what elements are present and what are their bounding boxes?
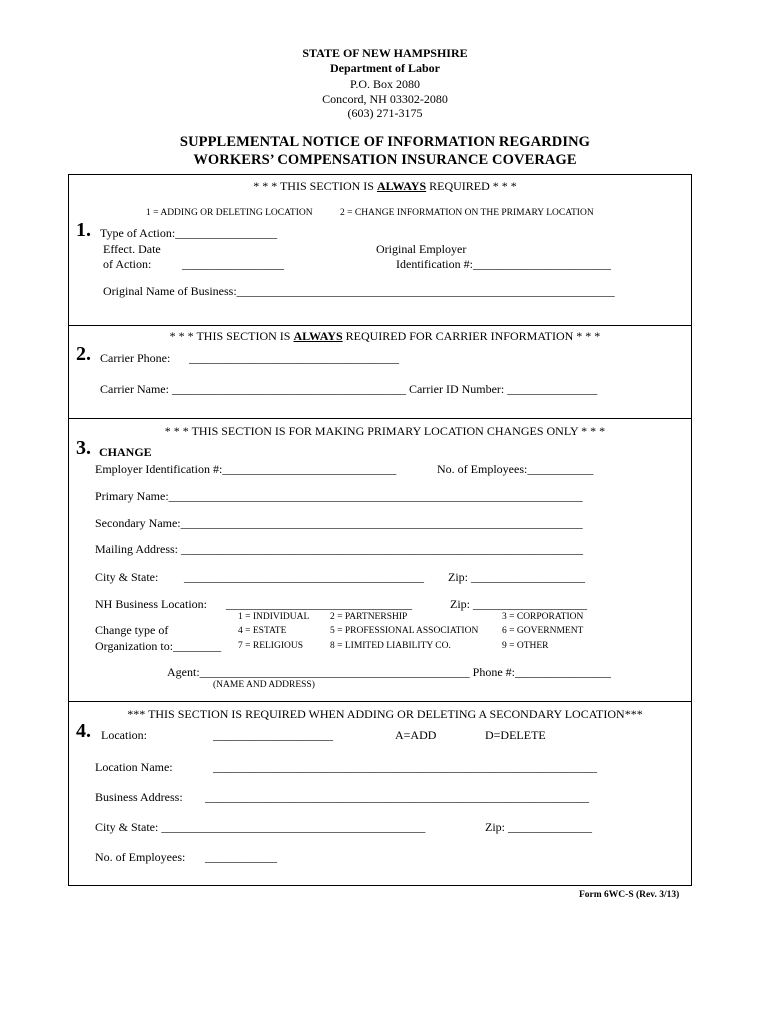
mailing-address-field[interactable]: Mailing Address: ___________________________________________________________________ xyxy=(95,542,583,556)
header-po-box: P.O. Box 2080 xyxy=(349,77,420,91)
zip-field[interactable]: Zip: ___________________ xyxy=(448,570,585,584)
city-state-field[interactable]: ________________________________________ xyxy=(184,570,424,584)
banner-text: * * * THIS SECTION IS xyxy=(253,179,377,193)
banner-text: * * * THIS SECTION IS xyxy=(169,329,294,343)
banner-text: REQUIRED FOR CARRIER INFORMATION * * * xyxy=(342,329,601,343)
name-address-hint: (NAME AND ADDRESS) xyxy=(213,680,315,690)
add-code: A=ADD xyxy=(395,728,437,742)
nh-zip-field[interactable]: Zip: ___________________ xyxy=(450,597,587,611)
section4-banner: *** THIS SECTION IS REQUIRED WHEN ADDING OR DELETING A SECONDARY LOCATION*** xyxy=(127,707,643,721)
form-number: Form 6WC-S (Rev. 3/13) xyxy=(579,890,680,900)
city-state-field-2[interactable]: City & State: ____________________________________________ xyxy=(95,820,426,834)
section3-banner: * * * THIS SECTION IS FOR MAKING PRIMARY LOCATION CHANGES ONLY * * * xyxy=(164,424,606,438)
org-option: 5 = PROFESSIONAL ASSOCIATION xyxy=(330,626,479,636)
change-heading: CHANGE xyxy=(99,445,152,459)
section-divider xyxy=(68,701,692,702)
option-adding-deleting: 1 = ADDING OR DELETING LOCATION xyxy=(146,208,313,218)
city-state-label: City & State: xyxy=(95,570,159,584)
org-option: 8 = LIMITED LIABILITY CO. xyxy=(330,641,451,651)
nh-location-label: NH Business Location: xyxy=(95,597,207,611)
organization-to-field[interactable]: Organization to:________ xyxy=(95,639,222,653)
location-label: Location: xyxy=(101,728,147,742)
num-employees-field-2[interactable]: ____________ xyxy=(205,850,277,864)
change-type-label: Change type of xyxy=(95,623,169,637)
delete-code: D=DELETE xyxy=(485,728,546,742)
type-of-action-field[interactable]: Type of Action:_________________ xyxy=(100,226,278,240)
location-name-label: Location Name: xyxy=(95,760,173,774)
header-city: Concord, NH 03302-2080 xyxy=(322,92,448,106)
location-name-field[interactable]: ________________________________________________________________ xyxy=(213,760,597,774)
agent-phone-field[interactable]: Agent:_____________________________________________ Phone #:________________ xyxy=(167,665,611,679)
original-business-name-field[interactable]: Original Name of Business:_______________________________________________________________ xyxy=(103,284,615,298)
org-option: 9 = OTHER xyxy=(502,641,549,651)
org-option: 6 = GOVERNMENT xyxy=(502,626,584,636)
banner-text: REQUIRED * * * xyxy=(426,179,517,193)
form-title-line1: SUPPLEMENTAL NOTICE OF INFORMATION REGARDING xyxy=(179,134,591,150)
section2-number: 2. xyxy=(76,343,91,365)
original-employer-id-field[interactable]: Identification #:_______________________ xyxy=(396,257,611,271)
zip-field-2[interactable]: Zip: ______________ xyxy=(485,820,592,834)
original-employer-label: Original Employer xyxy=(376,242,467,256)
effect-date-label: Effect. Date xyxy=(103,242,161,256)
carrier-phone-field[interactable]: ___________________________________ xyxy=(189,351,399,365)
business-address-field[interactable]: ________________________________________________________________ xyxy=(205,790,589,804)
form-title-line2: WORKERS’ COMPENSATION INSURANCE COVERAGE xyxy=(193,152,577,168)
org-option: 7 = RELIGIOUS xyxy=(238,641,303,651)
banner-emphasis: ALWAYS xyxy=(293,329,343,343)
nh-location-field[interactable]: _______________________________ xyxy=(226,597,412,611)
option-change-primary: 2 = CHANGE INFORMATION ON THE PRIMARY LOCATION xyxy=(340,208,594,218)
section1-number: 1. xyxy=(76,219,91,241)
of-action-label: of Action: xyxy=(103,257,152,271)
business-address-label: Business Address: xyxy=(95,790,183,804)
header-state: STATE OF NEW HAMPSHIRE xyxy=(302,46,468,60)
header-phone: (603) 271-3175 xyxy=(347,106,423,120)
org-option: 3 = CORPORATION xyxy=(502,612,584,622)
banner-emphasis: ALWAYS xyxy=(376,179,427,193)
primary-name-field[interactable]: Primary Name:_____________________________________________________________________ xyxy=(95,489,583,503)
org-option: 2 = PARTNERSHIP xyxy=(330,612,408,622)
section-divider xyxy=(68,325,692,326)
section3-number: 3. xyxy=(76,437,91,459)
section1-banner xyxy=(0,179,770,194)
effect-date-field[interactable]: _________________ xyxy=(182,257,284,271)
section4-number: 4. xyxy=(76,720,91,742)
section2-banner xyxy=(0,329,770,344)
num-employees-label-2: No. of Employees: xyxy=(95,850,186,864)
location-field[interactable]: ____________________ xyxy=(213,728,333,742)
org-option: 4 = ESTATE xyxy=(238,626,287,636)
carrier-phone-label: Carrier Phone: xyxy=(100,351,171,365)
num-employees-field[interactable]: No. of Employees:___________ xyxy=(437,462,594,476)
employer-id-field[interactable]: Employer Identification #:_____________________________ xyxy=(95,462,397,476)
carrier-name-id-field[interactable]: Carrier Name: _______________________________________ Carrier ID Number: _______________ xyxy=(100,382,598,396)
org-option: 1 = INDIVIDUAL xyxy=(238,612,310,622)
header-department: Department of Labor xyxy=(330,61,440,75)
secondary-name-field[interactable]: Secondary Name:___________________________________________________________________ xyxy=(95,516,583,530)
section-divider xyxy=(68,418,692,419)
